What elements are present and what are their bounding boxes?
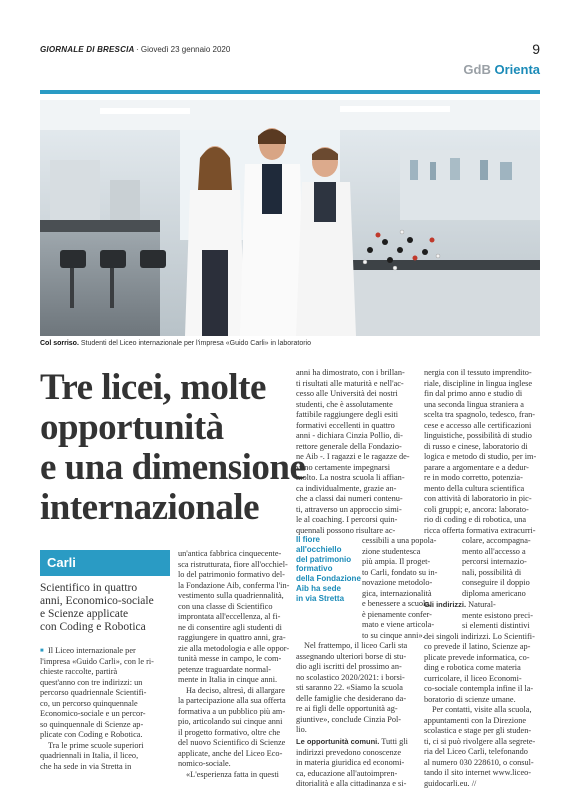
article-line: coli gruppi; e, ancora: laborato- <box>424 504 529 514</box>
article-line: tando il sito internet www.liceo- <box>424 768 532 777</box>
subheadline <box>40 582 170 634</box>
article-line: riale, discipline in lingua inglese <box>424 378 533 388</box>
page-number: 9 <box>532 41 540 57</box>
article-line: vono certamente impegnarsi <box>296 462 390 472</box>
pull-quote-line: all'occhiello <box>296 544 342 554</box>
article-column-1 <box>40 646 168 772</box>
article-line: chieste raccolte, partirà <box>40 667 118 676</box>
article-column-3-tail <box>296 737 416 790</box>
pull-quote-line: Aib ha sede <box>296 583 341 593</box>
headline-line: opportunità <box>40 407 224 448</box>
section-name: Orienta <box>494 62 540 77</box>
article-line: l'impresa «Guido Carli», con le ri- <box>40 656 154 666</box>
subhead-line: Gli indirizzi. Natural- <box>424 600 496 609</box>
article-line: molto. La nostra scuola li affian- <box>296 473 405 482</box>
headline <box>40 367 306 528</box>
article-line: Ha deciso, altresì, di allargare <box>186 685 285 695</box>
article-line: cessibili a una popola- <box>362 536 437 545</box>
article-line: si elementi distintivi <box>462 621 530 630</box>
article-line: nomico-sociale. <box>178 759 231 768</box>
article-line: re in modo corretto, potenzia- <box>424 473 523 482</box>
article-line: più ampia. Il proget- <box>362 557 431 566</box>
article-line: no scolastico 2020/2021: i borsi- <box>296 672 405 682</box>
article-line: petenze traguardate normal- <box>178 664 272 674</box>
deck-line: Scientifico in quattro <box>40 582 138 594</box>
article-line: ricca offerta formativa extracurri- <box>424 525 536 535</box>
article-line: zie alla metodologia e alle oppor- <box>178 643 290 653</box>
article-line: ti risultati alle maturità e nell'ac- <box>296 378 404 388</box>
subhead-line: Le opportunità comuni. Tutti gli <box>296 737 408 746</box>
article-line: del nuovo Scientifico di Scienze <box>178 738 286 747</box>
article-line: in materia giuridica ed economi- <box>296 758 405 767</box>
article-line: Il Liceo internazionale per <box>48 646 136 655</box>
article-line: so quinquennale di Scienze ap- <box>40 719 144 729</box>
article-line: ding e robotica come materia <box>424 663 521 672</box>
caption-text: Studenti del Liceo internazionale per l'impresa «Guido Carli» in laboratorio <box>78 340 311 347</box>
article-line: dio agli iscritti del prossimo an- <box>296 662 402 671</box>
article-line: «L'esperienza fatta in questi <box>186 769 279 779</box>
article-line: boratorio di scienze umane. <box>424 694 516 704</box>
article-line: to Carli, fondato su in- <box>362 567 438 577</box>
article-line: che a classi dai numeri contenu- <box>296 494 403 503</box>
section-label <box>463 62 540 77</box>
article-line: ria del Liceo Carli, telefonando <box>424 747 528 756</box>
deck-line: con Coding e Robotica <box>40 621 146 633</box>
article-line: quennali possono risultare ac- <box>296 525 396 535</box>
headline-line: e una dimensione <box>40 447 306 488</box>
issue-date: · Giovedì 23 gennaio 2020 <box>136 45 231 54</box>
pull-quote-line: formativo <box>296 564 333 574</box>
article-line: plicate prevede informatica, co- <box>424 652 530 662</box>
article-line: co prevede il latino, Scienze ap- <box>424 642 531 651</box>
photo-caption <box>40 340 540 347</box>
article-line: mato e viene articola- <box>362 620 435 629</box>
deck-line: anni, Economico-sociale <box>40 595 154 607</box>
article-line: anni - dichiara Cinzia Pollio, di- <box>296 431 403 440</box>
article-line: plicate con Coding e Robotica. <box>40 730 143 739</box>
article-line: applicate, anche del Liceo Eco- <box>178 748 283 758</box>
newspaper-name: GIORNALE DI BRESCIA <box>40 45 135 54</box>
article-line: co, un percorso quinquennale <box>40 698 138 708</box>
article-line: pio, articolando sui cinque anni <box>178 717 283 726</box>
article-line: studenti, che è assolutamente <box>296 399 393 409</box>
article-line: mente esistono preci- <box>462 610 533 620</box>
article-line: appuntamenti con la Direzione <box>424 715 527 725</box>
article-line: sti saranno 22. «Siamo la scuola <box>296 683 403 692</box>
article-line: formativa a un pubblico più am- <box>178 706 286 716</box>
lab-photo <box>40 100 540 336</box>
article-line: percorso quadriennale Scientifi- <box>40 688 147 697</box>
article-line: quadriennali in Italia, il liceo, <box>40 751 139 760</box>
article-line: Nel frattempo, il liceo Carli sta <box>304 641 408 650</box>
article-line: re ai figli delle opportunità ag- <box>296 704 398 713</box>
article-line: conseguire il doppio <box>462 578 530 587</box>
article-line: ti, ci si può rivolgere alla segrete- <box>424 736 536 746</box>
deck-line: e Scienze applicate <box>40 608 129 620</box>
article-line: diploma americano <box>462 588 526 598</box>
article-line: cese e accesso alle certificazioni <box>424 420 532 430</box>
article-line: giuntive», conclude Cinzia Pol- <box>296 714 402 724</box>
headline-line: internazionale <box>40 487 260 528</box>
article-line: ne di consentire agli studenti di <box>178 622 282 632</box>
article-line: di russo e cinese, laboratorio di <box>424 441 528 451</box>
subhead-opportunita: Le opportunità comuni. <box>296 737 380 746</box>
section-rule <box>40 90 540 94</box>
article-line: il progetto formativo, oltre che <box>178 727 281 737</box>
article-line: rettore generale della Fondazio- <box>296 441 402 451</box>
article-line: percorsi internazio- <box>462 557 527 566</box>
article-line: mento all'accesso a <box>462 546 526 556</box>
pull-quote-line: della Fondazione <box>296 574 361 584</box>
article-line: colare, accompagna- <box>462 536 531 545</box>
article-line: logica e metodo di studio, per im- <box>424 452 537 461</box>
article-line: rio di coding e di robotica, una <box>424 515 527 524</box>
article-line: Economico-sociale e un percor- <box>40 709 146 718</box>
article-line: raggiungere in quattro anni, gra- <box>178 633 286 642</box>
article-line: con attività di laboratorio in pic- <box>424 494 532 503</box>
article-line: scelta tra spagnolo, tedesco, fran- <box>424 410 536 419</box>
article-column-2 <box>178 549 288 780</box>
article-line: Tra le prime scuole superiori <box>48 740 144 750</box>
article-line: co-sociale contempla infine il la- <box>424 684 534 693</box>
article-line: gica, internazionalità <box>362 588 432 598</box>
article-line: fin dal primo anno e studio di <box>424 389 523 398</box>
section-brand: GdB <box>463 62 491 77</box>
kicker-label: Carli <box>40 550 170 576</box>
article-line: nali, possibilità di <box>462 567 522 577</box>
article-line: parare a argomentare e a dedur- <box>424 462 529 472</box>
article-line: lo del patrimonio formativo del- <box>178 570 285 579</box>
article-line: ti, attraverso un approccio simi- <box>296 504 402 514</box>
pull-quote-line: del patrimonio <box>296 554 352 564</box>
article-line: cesso alle Università dei nostri <box>296 389 398 398</box>
pull-quote <box>296 535 362 604</box>
article-line: fattibile raggiungere degli esiti <box>296 410 399 419</box>
article-line: è pienamente confer- <box>362 609 432 619</box>
headline-line: Tre licei, molte <box>40 367 266 408</box>
article-line: sca ristrutturata, fiore all'occhiel- <box>178 559 288 569</box>
article-line: indirizzi prevedono conoscenze <box>296 747 402 757</box>
pull-quote-line: in via Stretta <box>296 593 345 603</box>
article-line: la partecipazione alla sua offerta <box>178 696 286 705</box>
article-line: quest'anno con tre indirizzi: un <box>40 677 143 687</box>
article-line: zione studentesca <box>362 546 421 556</box>
article-line: curricolare, il liceo Economi- <box>424 673 522 683</box>
article-line: che ha sede in via Stretta in <box>40 761 132 771</box>
article-line: dei singoli indirizzi. Lo Scientifi- <box>424 631 535 641</box>
article-line: ne Aib -. I ragazzi e le ragazze de- <box>296 452 410 461</box>
article-line: la Fondazione Aib, conferma l'in- <box>178 580 290 590</box>
article-column-4-tail <box>424 600 540 789</box>
article-line: ditorialità e alla cittadinanza e si- <box>296 779 407 788</box>
article-line: vestimento sulla quadriennalità, <box>178 591 284 600</box>
caption-lead: Col sorriso. <box>40 340 79 347</box>
article-line: mento della cultura scientifica <box>424 483 525 493</box>
article-line: novazione metodolo- <box>362 578 433 587</box>
article-line: scolastica e stage per gli studen- <box>424 726 532 735</box>
article-line: al numero 030 228610, o consul- <box>424 757 534 767</box>
article-line: linguistiche, possibilità di studio <box>424 431 532 440</box>
article-line: lio. <box>296 725 307 734</box>
article-line: ca, educazione all'autoimpren- <box>296 768 398 778</box>
article-line: formativi eccellenti in quattro <box>296 420 395 430</box>
bullet-icon: ■ <box>40 648 44 654</box>
article-line: improntata all'eccellenza, al fi- <box>178 612 281 621</box>
article-line: Per contatti, visite alla scuola, <box>432 705 532 714</box>
article-column-4 <box>424 368 540 599</box>
article-line: e benessere a scuola, <box>362 599 432 608</box>
article-line: una seconda lingua straniera a <box>424 399 524 409</box>
subhead-indirizzi: Gli indirizzi. <box>424 600 467 609</box>
article-line: to su cinque anni». <box>362 630 425 640</box>
article-line: assegnando ulteriori borse di stu- <box>296 651 407 661</box>
article-line: tunità messe in campo, le com- <box>178 654 282 663</box>
article-line: nergia con il tessuto imprendito- <box>424 368 532 377</box>
article-line: ca individualmente, grazie an- <box>296 483 397 493</box>
article-line: delle famiglie che desiderano da- <box>296 693 407 703</box>
page-header <box>40 41 540 58</box>
pull-quote-line: Il fiore <box>296 535 321 544</box>
article-line: guidocarli.eu. // <box>424 778 477 788</box>
article-line: mente in Italia in cinque anni. <box>178 675 278 684</box>
article-line: le al coaching. I percorsi quin- <box>296 515 398 524</box>
article-line: anni ha dimostrato, con i brillan- <box>296 368 405 377</box>
article-line: un'antica fabbrica cinquecente- <box>178 549 282 558</box>
article-line: con una classe di Scientifico <box>178 601 273 611</box>
